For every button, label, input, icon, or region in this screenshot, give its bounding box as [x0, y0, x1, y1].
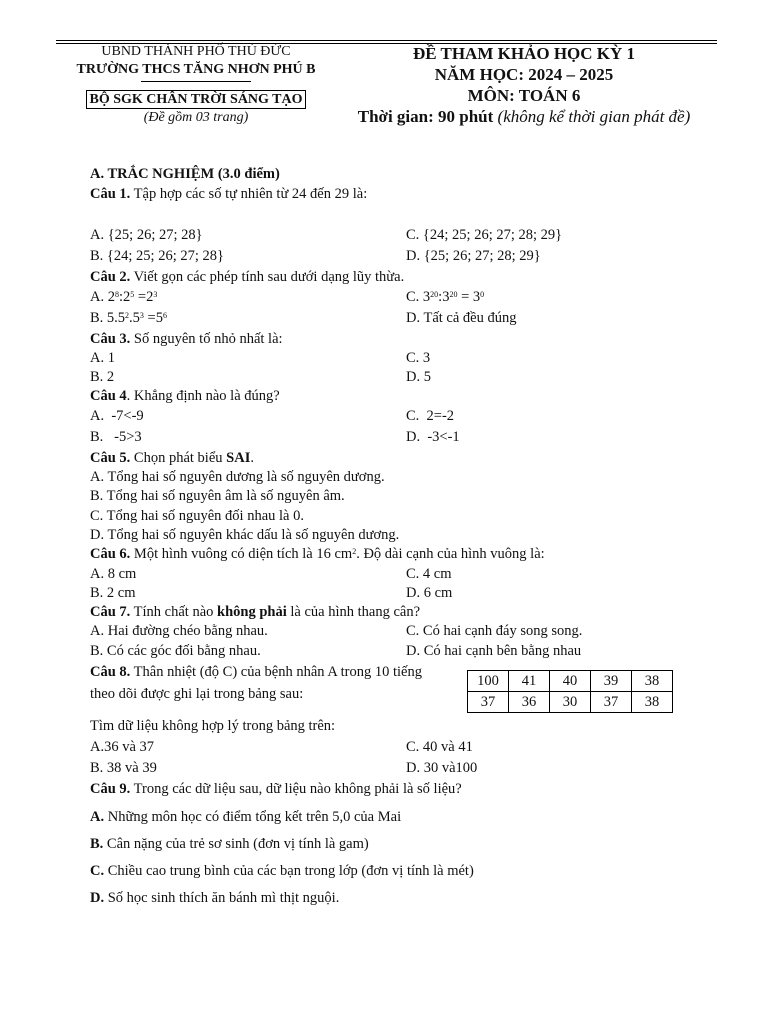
school-underline	[141, 81, 251, 82]
q4-option-d: D. -3<-1	[406, 428, 460, 445]
q1-option-b: B. {24; 25; 26; 27; 28}	[90, 248, 224, 265]
q7-option-d: D. Có hai cạnh bên bằng nhau	[406, 642, 582, 659]
q8-prompt: Tìm dữ liệu không hợp lý trong bảng trên:	[90, 718, 336, 735]
exam-header	[344, 43, 704, 127]
q7-option-c: C. Có hai cạnh đáy song song.	[406, 623, 583, 640]
q6-options-row1	[90, 565, 710, 584]
q8-option-b: B. 38 và 39	[90, 760, 157, 777]
q8-text-line2: theo dõi được ghi lại trong bảng sau:	[90, 686, 304, 703]
q2-option-a: A. $2^8:2^5 =2^3$	[90, 288, 158, 305]
q3-option-d: D. 5	[406, 369, 431, 386]
q8-option-d: D. 30 và100	[406, 760, 478, 777]
table-cell: 40	[550, 671, 591, 692]
exam-content	[90, 165, 710, 912]
q3-options-row2	[90, 368, 710, 387]
question-4: Câu 4. Khẳng định nào là đúng?	[90, 388, 280, 405]
q1-options-row2	[90, 247, 710, 268]
district-name: UBND THÀNH PHỐ THỦ ĐỨC	[101, 44, 291, 59]
q4-option-b: B. -5>3	[90, 428, 142, 445]
q8-options-row2	[90, 759, 710, 780]
textbook-series: BỘ SGK CHÂN TRỜI SÁNG TẠO	[86, 90, 305, 109]
q1-option-d: D. {25; 26; 27; 28; 29}	[406, 248, 541, 265]
q2-options-row1	[90, 288, 710, 309]
q8-text-line1: Câu 8. Thân nhiệt (độ C) của bệnh nhân A trong 10 tiếng	[90, 664, 422, 681]
q3-option-c: C. 3	[406, 349, 431, 366]
q2-options-row2	[90, 309, 710, 330]
question-1: Câu 1. Tập hợp các số tự nhiên từ 24 đến 29 là:	[90, 186, 368, 202]
table-cell: 41	[509, 671, 550, 692]
q2-option-b: B. $5.5^2.5^3 =5^6$	[90, 309, 167, 326]
table-row	[468, 671, 673, 692]
q4-options-row2	[90, 428, 710, 449]
exam-title: ĐỀ THAM KHẢO HỌC KỲ 1	[412, 44, 636, 63]
page-count-note: (Đề gồm 03 trang)	[143, 110, 249, 125]
table-cell: 38	[632, 671, 673, 692]
time-limit: Thời gian: 90 phút (không kể thời gian phát đề)	[357, 107, 691, 126]
q6-options-row2	[90, 584, 710, 603]
q6-option-c: C. 4 cm	[406, 565, 452, 582]
q6-option-d: D. 6 cm	[406, 584, 453, 601]
question-5: Câu 5. Chọn phát biểu SAI.	[90, 449, 254, 466]
q2-option-d: D. Tất cả đều đúng	[406, 309, 517, 326]
school-year: NĂM HỌC: 2024 – 2025	[434, 65, 614, 84]
table-cell: 37	[468, 692, 509, 713]
table-cell: 30	[550, 692, 591, 713]
q6-option-b: B. 2 cm	[90, 584, 136, 601]
q1-options-row1	[90, 226, 710, 247]
q2-option-c: C. $3^{20}:3^{20} = 3^0$	[406, 288, 485, 305]
question-3: Câu 3. Số nguyên tố nhỏ nhất là:	[90, 330, 283, 347]
q3-option-b: B. 2	[90, 369, 115, 386]
q5-option-a: A. Tổng hai số nguyên dương là số nguyên dương.	[90, 469, 385, 486]
q3-options-row1	[90, 349, 710, 368]
section-title: A. TRẮC NGHIỆM (3.0 điểm)	[90, 166, 280, 182]
q4-option-c: C. 2=-2	[406, 407, 455, 424]
question-6: Câu 6. Một hình vuông có diện tích là 16 $cm^2$. Độ dài cạnh của hình vuông là:	[90, 546, 545, 563]
header-rule-top-1	[56, 40, 717, 41]
table-cell: 39	[591, 671, 632, 692]
q4-options-row1	[90, 407, 710, 428]
q9-option-a: A. Những môn học có điểm tổng kết trên 5,0 của Mai	[90, 809, 402, 826]
q8-option-c: C. 40 và 41	[406, 739, 473, 756]
school-name: TRƯỜNG THCS TĂNG NHƠN PHÚ B	[76, 62, 316, 77]
table-cell: 37	[591, 692, 632, 713]
q8-options-row1	[90, 738, 710, 759]
q7-option-a: A. Hai đường chéo bằng nhau.	[90, 623, 268, 640]
q4-option-a: A. -7<-9	[90, 407, 144, 424]
q5-option-c: C. Tổng hai số nguyên đối nhau là 0.	[90, 507, 304, 524]
q9-option-b: B. Cân nặng của trẻ sơ sinh (đơn vị tính là gam)	[90, 836, 369, 853]
q6-option-a: A. 8 cm	[90, 565, 137, 582]
q5-option-d: D. Tổng hai số nguyên khác dấu là số nguyên dương.	[90, 526, 400, 543]
q8-option-a: A.36 và 37	[90, 739, 155, 756]
q7-option-b: B. Có các góc đối bằng nhau.	[90, 642, 261, 659]
q9-option-c: C. Chiều cao trung bình của các bạn trong lớp (đơn vị tính là mét)	[90, 863, 474, 880]
time-note: (không kể thời gian phát đề)	[497, 107, 691, 126]
question-2: Câu 2. Viết gọn các phép tính sau dưới dạng lũy thừa.	[90, 269, 405, 286]
q1-option-a: A. {25; 26; 27; 28}	[90, 227, 203, 244]
question-7: Câu 7. Tính chất nào không phải là của hình thang cân?	[90, 604, 421, 621]
question-8	[90, 661, 710, 711]
question-9: Câu 9. Trong các dữ liệu sau, dữ liệu nào không phải là số liệu?	[90, 781, 462, 798]
q7-options-row1	[90, 622, 710, 641]
school-header	[64, 43, 328, 127]
q1-option-c: C. {24; 25; 26; 27; 28; 29}	[406, 227, 563, 244]
table-cell: 100	[468, 671, 509, 692]
table-cell: 36	[509, 692, 550, 713]
q9-option-d: D. Số học sinh thích ăn bánh mì thịt nguội.	[90, 890, 340, 907]
table-row	[468, 692, 673, 713]
q7-options-row2	[90, 642, 710, 661]
temperature-table	[467, 670, 673, 713]
table-cell: 38	[632, 692, 673, 713]
q5-option-b: B. Tổng hai số nguyên âm là số nguyên âm.	[90, 488, 345, 505]
subject: MÔN: TOÁN 6	[467, 86, 581, 105]
q3-option-a: A. 1	[90, 349, 115, 366]
